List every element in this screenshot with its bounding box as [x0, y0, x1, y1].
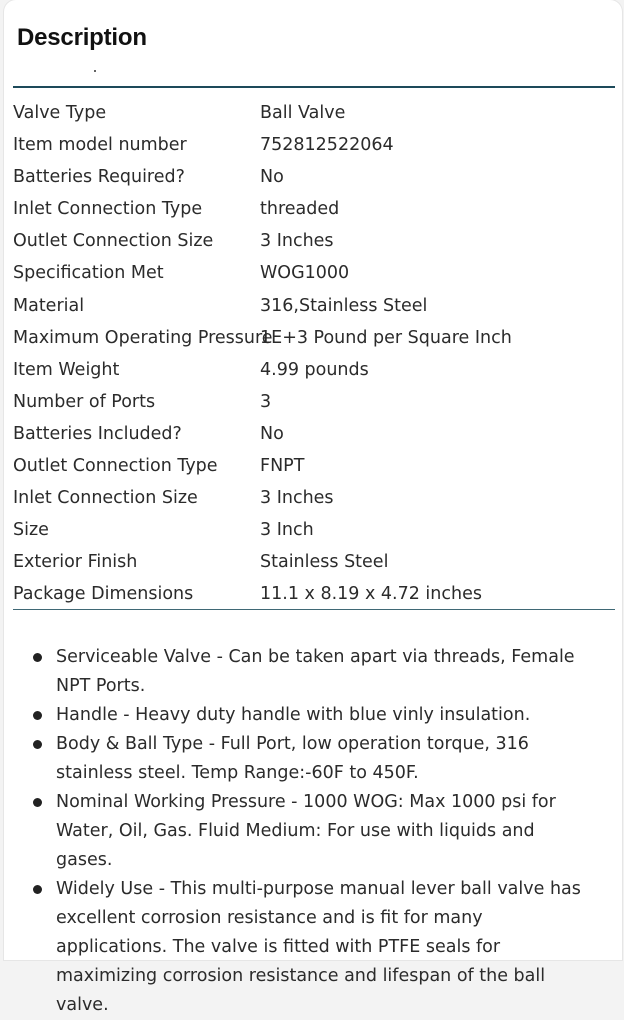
- list-item-text: Body & Ball Type - Full Port, low operation torque, 316 stainless steel. Temp Range:-60F to 450F.: [56, 734, 529, 783]
- spec-value: No: [260, 423, 284, 444]
- bullet-icon: [33, 740, 42, 749]
- spec-value: 4.99 pounds: [260, 359, 369, 380]
- spec-label: Specification Met: [13, 263, 164, 284]
- spec-row: [13, 129, 615, 161]
- spec-value: FNPT: [260, 456, 305, 477]
- spec-row: [13, 290, 615, 322]
- spec-value: 3: [260, 391, 272, 412]
- spec-label: Material: [13, 295, 85, 316]
- spec-value: 3 Inch: [260, 520, 314, 541]
- spec-label: Size: [13, 520, 49, 541]
- spec-value: 3 Inches: [260, 231, 334, 252]
- bullet-icon: [33, 885, 42, 894]
- spec-row: [13, 482, 615, 514]
- spec-value: 1E+3 Pound per Square Inch: [260, 327, 512, 348]
- spec-table: [13, 97, 615, 611]
- spec-label: Exterior Finish: [13, 552, 138, 573]
- spec-row: [13, 225, 615, 257]
- spec-value: Ball Valve: [260, 103, 346, 123]
- feature-list: [30, 643, 590, 1020]
- list-item-text: Widely Use - This multi-purpose manual lever ball valve has excellent corrosion resistance and is fit for many applications. The valve is fitted with PTFE seals for maximizing corrosion resistance and lifespan of the ball valve.: [56, 879, 581, 1015]
- bullet-icon: [33, 653, 42, 662]
- spec-row: [13, 161, 615, 193]
- list-item: [30, 701, 590, 730]
- spec-label: Package Dimensions: [13, 584, 194, 605]
- list-item-text: Serviceable Valve - Can be taken apart via threads, Female NPT Ports.: [56, 647, 575, 696]
- spec-label: Outlet Connection Type: [13, 456, 218, 477]
- spec-label: Inlet Connection Size: [13, 488, 198, 509]
- spec-value: Stainless Steel: [260, 552, 389, 573]
- spec-label: Item model number: [13, 135, 187, 156]
- bullet-icon: [33, 798, 42, 807]
- list-item: [30, 730, 590, 788]
- spec-value: 11.1 x 8.19 x 4.72 inches: [260, 584, 482, 605]
- description-card: [4, 0, 622, 1015]
- bullet-icon: [33, 711, 42, 720]
- header-divider: [13, 86, 615, 88]
- spec-value: No: [260, 167, 284, 188]
- list-item: [30, 875, 590, 1020]
- spec-row: [13, 322, 615, 354]
- spec-label: Batteries Included?: [13, 423, 182, 444]
- spec-row: [13, 97, 615, 129]
- spec-value: threaded: [260, 199, 340, 220]
- spec-label: Number of Ports: [13, 391, 156, 412]
- spec-row: [13, 386, 615, 418]
- section-title: Description: [17, 24, 147, 51]
- spec-value: WOG1000: [260, 263, 350, 284]
- spec-label: Valve Type: [13, 103, 107, 123]
- table-divider: [13, 609, 615, 610]
- spec-row: [13, 354, 615, 386]
- spec-label: Item Weight: [13, 359, 120, 380]
- spec-row: [13, 546, 615, 578]
- spec-label: Maximum Operating Pressure: [13, 327, 273, 348]
- spec-row: [13, 193, 615, 225]
- spec-row: [13, 514, 615, 546]
- list-item-text: Handle - Heavy duty handle with blue vinly insulation.: [56, 705, 531, 725]
- spec-row: [13, 418, 615, 450]
- spec-label: Inlet Connection Type: [13, 199, 203, 220]
- spec-label: Batteries Required?: [13, 167, 185, 188]
- list-item-text: Nominal Working Pressure - 1000 WOG: Max 1000 psi for Water, Oil, Gas. Fluid Medium: For use with liquids and gases.: [56, 792, 556, 870]
- spec-value: 3 Inches: [260, 488, 334, 509]
- spec-value: 316,Stainless Steel: [260, 295, 428, 316]
- list-item: [30, 788, 590, 875]
- spec-value: 752812522064: [260, 135, 394, 156]
- spec-row: [13, 450, 615, 482]
- decorative-dot: [94, 70, 96, 72]
- spec-row: [13, 578, 615, 610]
- spec-row: [13, 257, 615, 289]
- list-item: [30, 643, 590, 701]
- spec-label: Outlet Connection Size: [13, 231, 214, 252]
